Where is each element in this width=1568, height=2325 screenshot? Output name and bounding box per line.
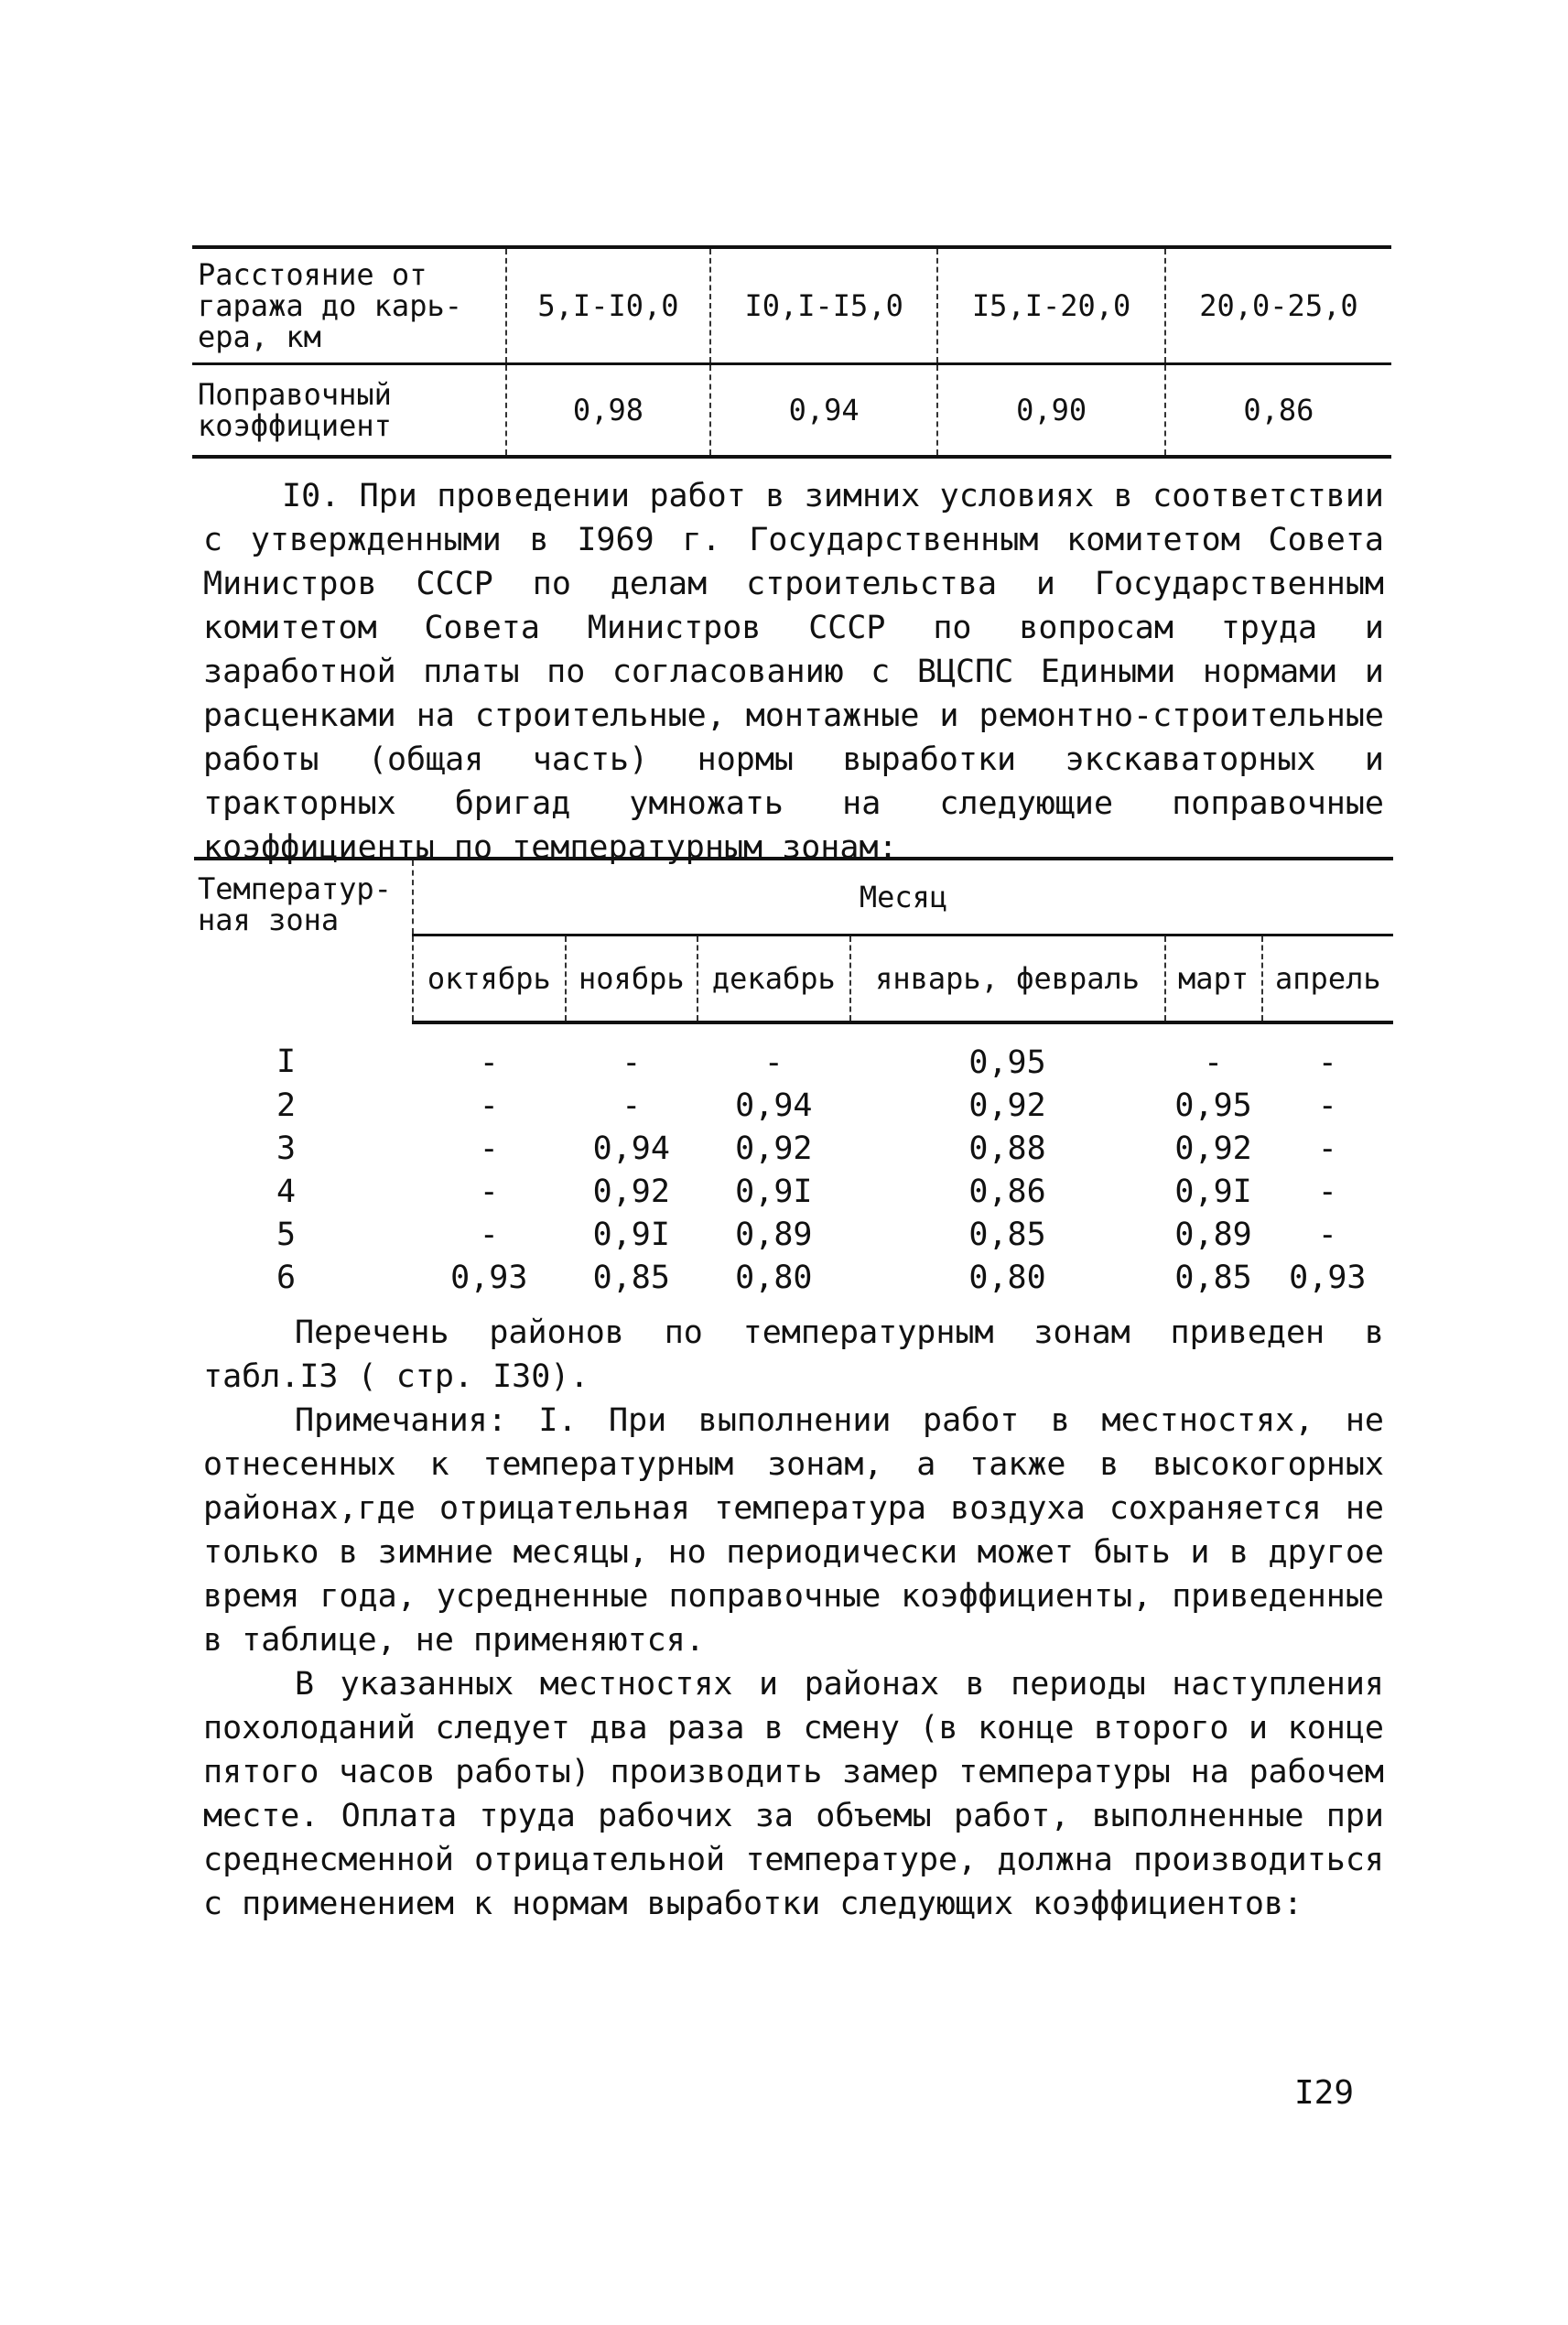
- table-header-row: [194, 859, 1393, 935]
- zone-cell: 5: [276, 1216, 297, 1253]
- paragraph-10-text: I0. При проведении работ в зимних условиях в соответствии с утвержденными в I969 г. Государственным комитетом Совета Министров СССР по делам строительства и Государственным комитетом Совета Министров СССР по вопросам труда и заработной платы по согласованию с ВЦСПС Едиными нормами и расценками на строительные, монтажные и ремонтно-строительные работы (общая часть) нормы выработки экскаваторных и тракторных бригад умножать на следующие поправочные коэффициенты по температурным зонам:: [203, 478, 1384, 866]
- month-april: апрель: [1262, 935, 1393, 1023]
- value-cell: 0,88: [968, 1130, 1046, 1167]
- distance-range-cell: 5,I-I0,0: [506, 247, 710, 364]
- zone-cell: I: [276, 1043, 297, 1080]
- notes-paragraph: [203, 1399, 1384, 1662]
- value-cell: -: [1317, 1216, 1337, 1253]
- zone-list-text: Перечень районов по температурным зонам приведен в табл.I3 ( стр. I30).: [203, 1314, 1384, 1395]
- distance-range-cell: 20,0-25,0: [1165, 247, 1391, 364]
- value-cell: 0,95: [1174, 1087, 1252, 1124]
- temperature-measurement-paragraph: [203, 1662, 1384, 1926]
- month-october: октябрь: [413, 935, 566, 1023]
- table-row: [194, 1084, 1393, 1127]
- value-cell: -: [622, 1044, 642, 1081]
- value-cell: -: [479, 1130, 499, 1167]
- value-cell: -: [1317, 1087, 1337, 1124]
- month-november: ноябрь: [566, 935, 697, 1023]
- value-cell: 0,80: [735, 1259, 813, 1296]
- table-row: [194, 1256, 1393, 1299]
- value-cell: 0,80: [968, 1259, 1046, 1296]
- value-cell: 0,92: [592, 1173, 670, 1210]
- page-number: I29: [1294, 2074, 1355, 2112]
- value-cell: -: [622, 1087, 642, 1124]
- coefficient-cell: 0,94: [710, 364, 937, 458]
- value-cell: 0,85: [968, 1216, 1046, 1253]
- zone-cell: 3: [276, 1130, 297, 1167]
- distance-label: Расстояние от гаража до карь- ера, км: [192, 247, 506, 364]
- value-cell: -: [1204, 1044, 1224, 1081]
- value-cell: 0,94: [735, 1087, 813, 1124]
- table-row: [194, 1170, 1393, 1213]
- notes-text: Примечания: I. При выполнении работ в местностях, не отнесенных к температурным зонам, а также в высокогорных районах,где отрицательная температура воздуха сохраняется не только в зимние месяцы, но периодически может быть и в другое время года, усредненные поправочные коэффициенты, приведенные в таблице, не применяются.: [203, 1402, 1384, 1659]
- zone-list-paragraph: [203, 1311, 1384, 1399]
- value-cell: 0,85: [1174, 1259, 1252, 1296]
- value-cell: 0,85: [592, 1259, 670, 1296]
- zone-cell: 6: [276, 1259, 297, 1296]
- month-january-february: январь, февраль: [850, 935, 1165, 1023]
- distance-coefficient-table: [192, 245, 1391, 459]
- table-row: [194, 1127, 1393, 1170]
- value-cell: 0,89: [1174, 1216, 1252, 1253]
- month-header: Месяц: [413, 859, 1393, 935]
- value-cell: 0,92: [735, 1130, 813, 1167]
- value-cell: 0,92: [968, 1087, 1046, 1124]
- coefficient-label: Поправочный коэффициент: [192, 364, 506, 458]
- value-cell: -: [1317, 1173, 1337, 1210]
- temperature-zone-table: [194, 857, 1393, 1299]
- coefficient-cell: 0,98: [506, 364, 710, 458]
- table-row: [194, 1213, 1393, 1256]
- zone-cell: 2: [276, 1087, 297, 1124]
- value-cell: 0,93: [1289, 1259, 1367, 1296]
- value-cell: -: [1317, 1044, 1337, 1081]
- value-cell: 0,86: [968, 1173, 1046, 1210]
- distance-range-cell: I0,I-I5,0: [710, 247, 937, 364]
- value-cell: 0,94: [592, 1130, 670, 1167]
- value-cell: 0,92: [1174, 1130, 1252, 1167]
- value-cell: -: [479, 1173, 499, 1210]
- coefficient-row: [192, 364, 1391, 458]
- value-cell: -: [479, 1044, 499, 1081]
- value-cell: 0,93: [450, 1259, 528, 1296]
- zone-header: Температур- ная зона: [194, 859, 413, 1022]
- distance-range-cell: I5,I-20,0: [937, 247, 1164, 364]
- table-row: [194, 1022, 1393, 1084]
- value-cell: 0,89: [735, 1216, 813, 1253]
- distance-row: [192, 247, 1391, 364]
- value-cell: -: [479, 1216, 499, 1253]
- zone-cell: 4: [276, 1173, 297, 1210]
- value-cell: 0,9I: [735, 1173, 813, 1210]
- temperature-measurement-text: В указанных местностях и районах в периоды наступления похолоданий следует два раза в смену (в конце второго и конце пятого часов работы) производить замер температуры на рабочем месте. Оплата труда рабочих за объемы работ, выполненные при среднесменной отрицательной температуре, должна производиться с применением к нормам выработки следующих коэффициентов:: [203, 1666, 1384, 1922]
- value-cell: 0,9I: [1174, 1173, 1252, 1210]
- value-cell: -: [1317, 1130, 1337, 1167]
- coefficient-cell: 0,90: [937, 364, 1164, 458]
- paragraph-10: [203, 474, 1384, 870]
- coefficient-cell: 0,86: [1165, 364, 1391, 458]
- value-cell: -: [479, 1087, 499, 1124]
- value-cell: -: [763, 1044, 784, 1081]
- month-march: март: [1165, 935, 1262, 1023]
- value-cell: 0,9I: [592, 1216, 670, 1253]
- value-cell: 0,95: [968, 1044, 1046, 1081]
- month-december: декабрь: [697, 935, 850, 1023]
